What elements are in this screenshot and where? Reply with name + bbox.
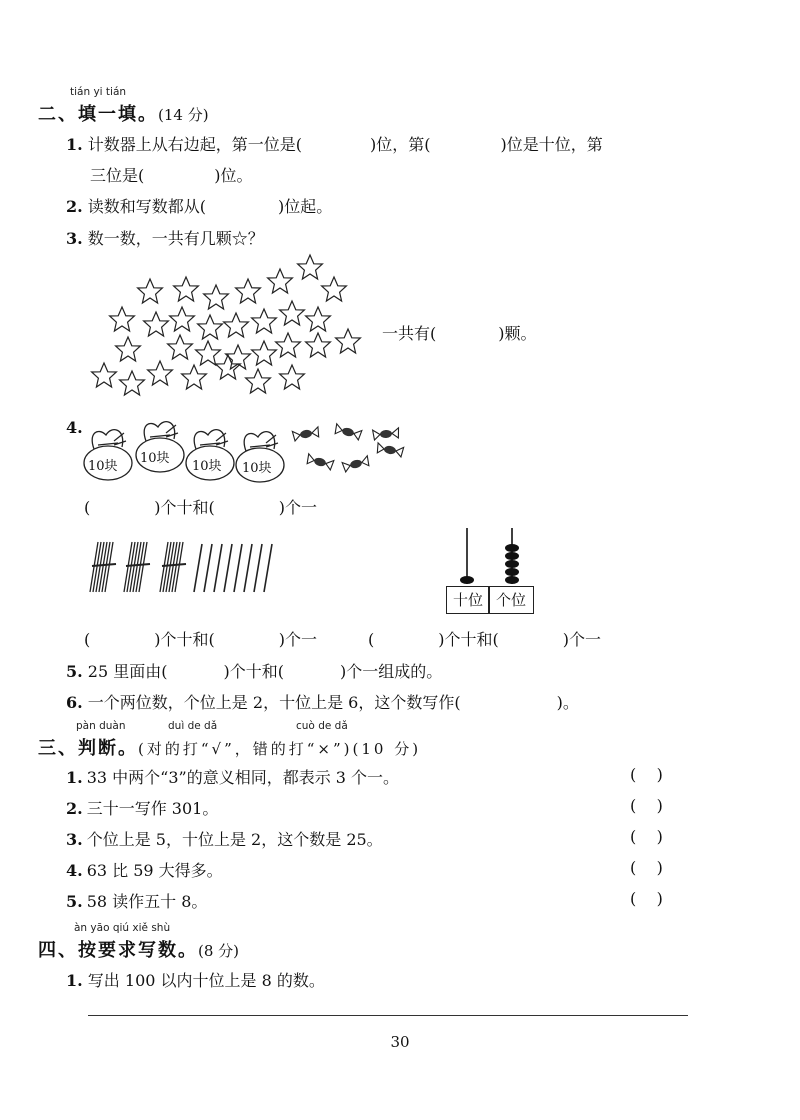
question-text: )个十和(	[223, 662, 284, 681]
footer-rule	[88, 1015, 688, 1016]
candy-icon	[342, 456, 370, 472]
question-text: )位起。	[278, 197, 333, 216]
candy-icon	[373, 428, 400, 440]
stick-bundle-icon	[124, 542, 150, 592]
star-icon	[92, 363, 117, 387]
star-icon	[144, 312, 169, 336]
page-number: 30	[390, 1033, 410, 1051]
star-icon	[280, 365, 305, 389]
question-text: )个一	[278, 498, 317, 517]
star-icon	[280, 301, 305, 325]
star-icon	[182, 365, 207, 389]
abacus-figure	[440, 526, 540, 588]
section3-pinyin-3: cuò de dǎ	[296, 720, 348, 732]
judge-item	[66, 889, 207, 912]
money-bags-figure	[80, 415, 300, 490]
question-text: )颗。	[498, 324, 537, 343]
star-icon	[196, 341, 221, 365]
star-icon	[216, 355, 241, 379]
answer-paren[interactable]: ( )	[630, 827, 663, 846]
star-icon	[138, 279, 163, 303]
section3-heading	[38, 734, 421, 760]
star-icon	[336, 329, 361, 353]
question-text: 58 读作五十 8。	[86, 892, 208, 911]
stick-icon	[244, 544, 252, 592]
section2-points: (14 分)	[158, 106, 209, 124]
question-number: 1.	[66, 135, 83, 154]
star-icon	[198, 315, 223, 339]
question-text: 25 里面由(	[87, 662, 168, 681]
judge-item	[66, 858, 223, 881]
star-icon	[116, 337, 141, 361]
answer-paren[interactable]: ( )	[630, 796, 663, 815]
question-4-1	[66, 968, 325, 991]
candy-icon	[306, 454, 334, 470]
abacus-bead	[505, 544, 519, 552]
bag-label: 10块	[242, 461, 272, 476]
question-text: 一个两位数，个位上是 2，十位上是 6，这个数写作(	[87, 693, 461, 712]
abacus-tens-label: 十位	[446, 586, 490, 614]
question-text: )个一	[278, 630, 317, 649]
question-number: 1.	[66, 971, 83, 990]
question-number: 3.	[66, 830, 83, 849]
question-2-6	[66, 690, 579, 713]
question-text: 读数和写数都从(	[87, 197, 207, 216]
star-icon	[306, 307, 331, 331]
question-number: 4.	[66, 418, 83, 437]
question-2-4-row2	[84, 627, 317, 650]
star-icon	[204, 285, 229, 309]
star-icon	[168, 335, 193, 359]
section3-instruction: (对的打“√”，错的打“×”)(10 分)	[138, 740, 422, 758]
question-2-4-row2b	[368, 627, 601, 650]
question-text: 计数器上从右边起，第一位是(	[87, 135, 303, 154]
star-icon	[170, 307, 195, 331]
star-icon	[252, 309, 277, 333]
question-2-3-answer	[382, 321, 537, 344]
section3-pinyin-1: pàn duàn	[76, 720, 126, 732]
question-number: 6.	[66, 693, 83, 712]
question-text: (	[84, 630, 91, 649]
candy-icon	[292, 427, 319, 441]
section2-title: 二、填一填。	[38, 104, 158, 125]
section4-points: (8 分)	[198, 942, 240, 960]
stick-icon	[194, 544, 202, 592]
answer-paren[interactable]: ( )	[630, 765, 663, 784]
stick-icon	[264, 544, 272, 592]
question-text: 三十一写作 301。	[86, 799, 219, 818]
question-text: )位是十位，第	[500, 135, 603, 154]
question-text: 三位是(	[90, 166, 145, 185]
star-icon	[276, 333, 301, 357]
question-text: )位。	[214, 166, 253, 185]
star-icon	[174, 277, 199, 301]
question-number: 1.	[66, 768, 83, 787]
section4-pinyin: àn yāo qiú xiě shù	[74, 922, 171, 934]
abacus-bead	[505, 552, 519, 560]
question-text: )个一组成的。	[340, 662, 443, 681]
stick-bundle-icon	[90, 542, 116, 592]
star-icon	[110, 307, 135, 331]
question-text: )位，第(	[370, 135, 431, 154]
bag-label: 10块	[192, 459, 222, 474]
question-number: 3.	[66, 229, 83, 248]
question-number: 4.	[66, 861, 83, 880]
stick-bundle-icon	[160, 542, 186, 592]
question-text: )。	[556, 693, 579, 712]
star-icon	[252, 341, 277, 365]
stick-icon	[204, 544, 212, 592]
star-icon	[148, 361, 173, 385]
stick-icon	[254, 544, 262, 592]
star-icon	[246, 369, 271, 393]
candy-icon	[376, 443, 403, 457]
star-icon	[298, 255, 323, 279]
question-text: )个十和(	[438, 630, 499, 649]
abacus-ones-label: 个位	[488, 586, 534, 614]
stick-icon	[234, 544, 242, 592]
section3-pinyin-2: duì de dǎ	[168, 720, 218, 732]
star-icon	[268, 269, 293, 293]
judge-item	[66, 796, 218, 819]
question-text: 33 中两个“3”的意义相同，都表示 3 个一。	[86, 768, 400, 787]
question-text: 63 比 59 大得多。	[86, 861, 223, 880]
question-number: 2.	[66, 799, 83, 818]
question-text: )个一	[562, 630, 601, 649]
question-2-3	[66, 226, 264, 249]
question-text: (	[368, 630, 375, 649]
question-number: 5.	[66, 662, 83, 681]
bag-label: 10块	[88, 459, 118, 474]
question-2-1-cont	[90, 163, 253, 186]
question-2-5	[66, 659, 442, 682]
star-icon	[120, 371, 145, 395]
abacus-bead	[460, 576, 474, 584]
section2-heading	[38, 100, 209, 126]
stick-icon	[224, 544, 232, 592]
star-icon	[224, 313, 249, 337]
candies-figure	[290, 420, 410, 480]
section2-pinyin: tián yi tián	[70, 86, 127, 98]
question-number: 2.	[66, 197, 83, 216]
section4-title: 四、按要求写数。	[38, 940, 198, 961]
stars-figure	[86, 250, 376, 410]
answer-paren[interactable]: ( )	[630, 889, 663, 908]
abacus-bead	[505, 576, 519, 584]
question-2-1	[66, 132, 603, 155]
abacus-bead	[505, 560, 519, 568]
answer-paren[interactable]: ( )	[630, 858, 663, 877]
star-icon	[322, 277, 347, 301]
star-icon	[236, 279, 261, 303]
judge-item	[66, 765, 399, 788]
question-text: 写出 100 以内十位上是 8 的数。	[87, 971, 325, 990]
question-text: (	[84, 498, 91, 517]
sticks-figure	[84, 538, 284, 598]
question-text: 个位上是 5，十位上是 2，这个数是 25。	[86, 830, 383, 849]
bag-label: 10块	[140, 451, 170, 466]
question-text: 一共有(	[382, 324, 437, 343]
question-text: )个十和(	[154, 498, 215, 517]
abacus-bead	[505, 568, 519, 576]
question-text: 数一数，一共有几颗☆？	[87, 229, 264, 248]
question-2-4-row1	[84, 495, 317, 518]
bag-labels	[82, 451, 292, 476]
judge-item	[66, 827, 383, 850]
section4-heading	[38, 936, 239, 962]
star-icon	[306, 333, 331, 357]
candy-icon	[334, 424, 362, 440]
question-text: )个十和(	[154, 630, 215, 649]
section3-title: 三、判断。	[38, 738, 138, 759]
stick-icon	[214, 544, 222, 592]
question-2-2	[66, 194, 332, 217]
question-number: 5.	[66, 892, 83, 911]
